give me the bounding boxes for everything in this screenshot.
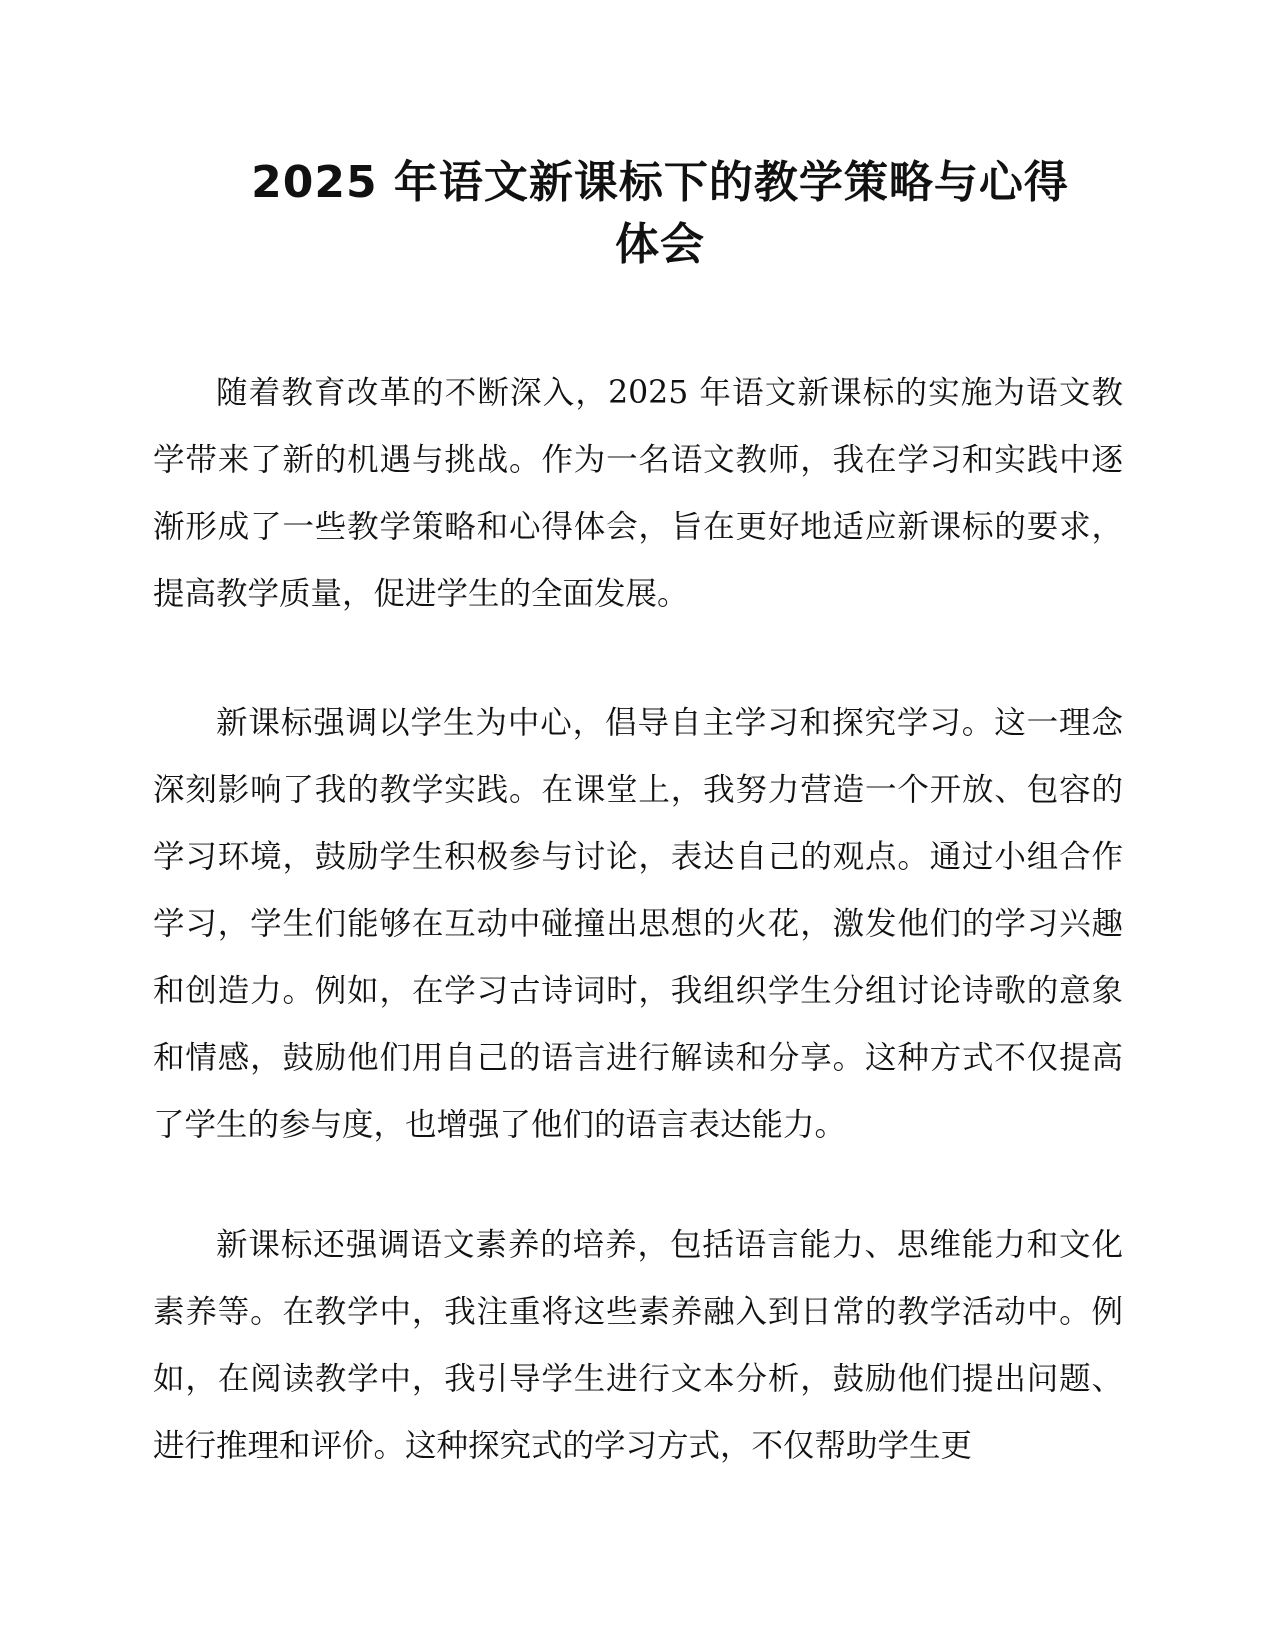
title-line-1: 2025 年语文新课标下的教学策略与心得	[251, 157, 1069, 208]
paragraph-2: 新课标强调以学生为中心，倡导自主学习和探究学习。这一理念深刻影响了我的教学实践。在课堂上，我努力营造一个开放、包容的学习环境，鼓励学生积极参与讨论，表达自己的观点。通过小组合作学习，学生们能够在互动中碰撞出思想的火花，激发他们的学习兴趣和创造力。例如，在学习古诗词时，我组织学生分组讨论诗歌的意象和情感，鼓励他们用自己的语言进行解读和分享。这种方式不仅提高了学生的参与度，也增强了他们的语言表达能力。	[153, 705, 1123, 1143]
paragraph-1: 随着教育改革的不断深入，2025 年语文新课标的实施为语文教学带来了新的机遇与挑战。作为一名语文教师，我在学习和实践中逐渐形成了一些教学策略和心得体会，旨在更好地适应新课标的要求，提高教学质量，促进学生的全面发展。	[153, 375, 1123, 612]
paragraph-3: 新课标还强调语文素养的培养，包括语言能力、思维能力和文化素养等。在教学中，我注重将这些素养融入到日常的教学活动中。例如，在阅读教学中，我引导学生进行文本分析，鼓励他们提出问题、进行推理和评价。这种探究式的学习方式，不仅帮助学生更	[153, 1227, 1123, 1464]
document-title	[220, 152, 1100, 276]
title-line-2: 体会	[615, 219, 705, 270]
